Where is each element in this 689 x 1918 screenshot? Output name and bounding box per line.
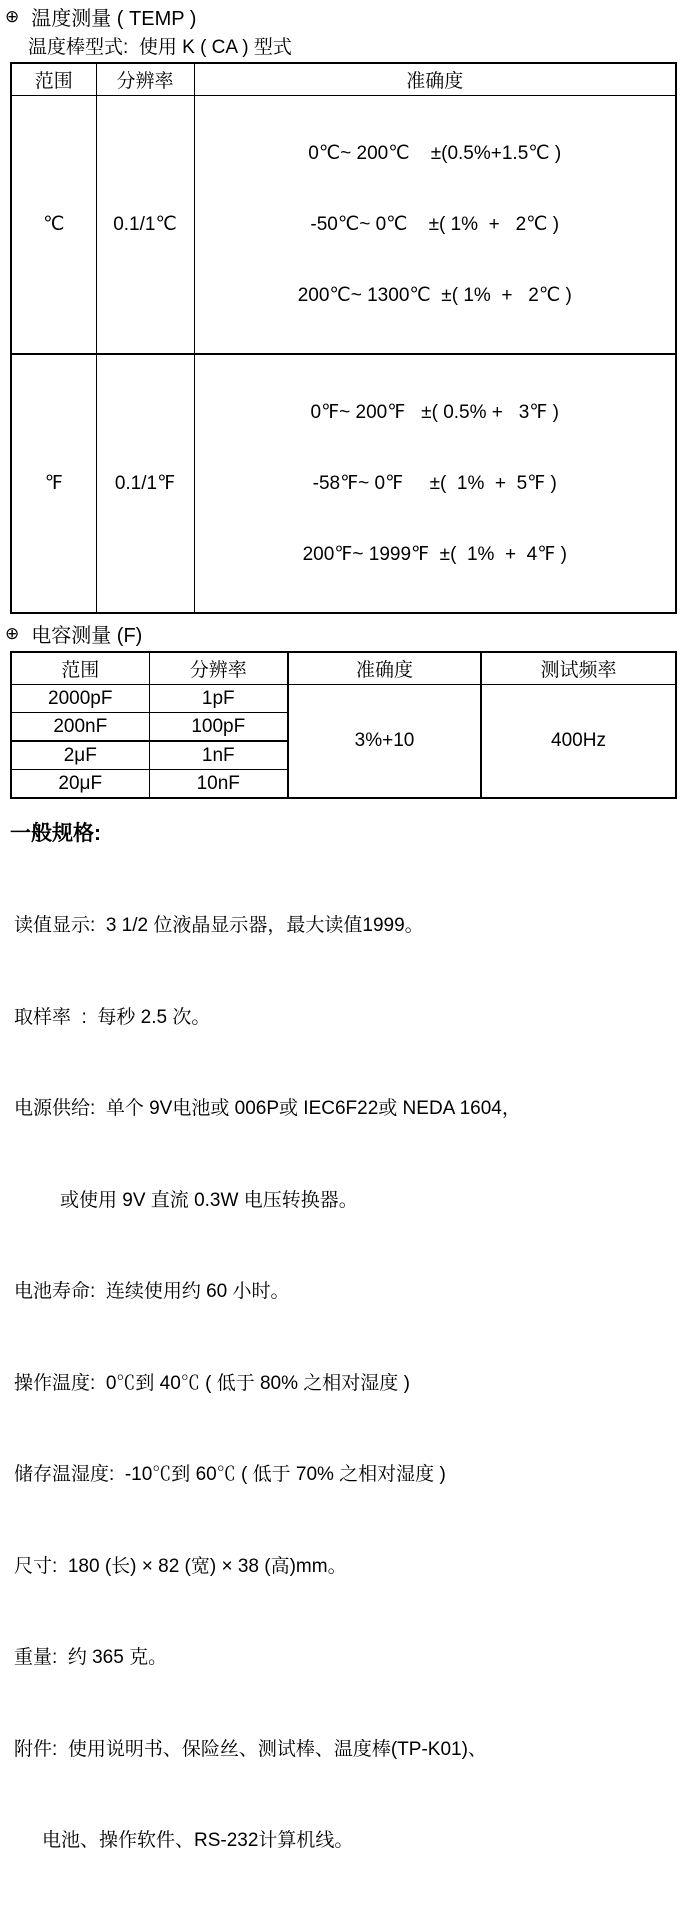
accuracy-line: -58℉~ 0℉ ±( 1% + 5℉ ) <box>312 473 557 494</box>
spec-line-accessories-cont: 电池、操作软件、RS-232计算机线。 <box>42 1830 354 1851</box>
table-row-fahrenheit <box>11 354 676 613</box>
accuracy-line: 200℃~ 1300℃ ±( 1% + 2℃ ) <box>297 285 572 306</box>
table-header-row <box>11 63 676 96</box>
circled-plus-icon: ⊕ <box>5 6 20 26</box>
cell-resolution: 0.1/1℃ <box>96 96 194 355</box>
cell-range: ℉ <box>11 354 96 613</box>
spec-line-storage-temp: 储存温湿度: -10℃到 60℃ ( 低于 70% 之相对湿度 ) <box>14 1464 446 1485</box>
cell-accuracy <box>194 354 676 613</box>
cell-range: 20μF <box>11 770 149 799</box>
header-resolution: 分辨率 <box>149 652 288 685</box>
spec-line-operating-temp: 操作温度: 0℃到 40℃ ( 低于 80% 之相对湿度 ) <box>14 1372 410 1394</box>
cell-range: 200nF <box>11 713 149 742</box>
header-range: 范围 <box>11 63 96 96</box>
header-range: 范围 <box>11 652 149 685</box>
spec-line-display: 读值显示: 3 1/2 位液晶显示器，最大读值1999。 <box>14 915 424 936</box>
temp-section-heading <box>0 4 689 28</box>
cell-accuracy <box>194 96 676 355</box>
table-row <box>11 685 676 713</box>
cell-range: 2μF <box>11 741 149 770</box>
spec-line-accessories: 附件: 使用说明书、保险丝、测试棒、温度棒(TP-K01)、 <box>14 1738 487 1760</box>
cell-range: ℃ <box>11 96 96 355</box>
spec-line-sample-rate: 取样率 : 每秒 2.5 次。 <box>14 1006 211 1028</box>
spec-line-weight: 重量: 约 365 克。 <box>14 1647 168 1668</box>
cell-test-frequency: 400Hz <box>481 685 676 799</box>
capacitance-spec-table <box>10 651 677 799</box>
accuracy-line: 200℉~ 1999℉ ±( 1% + 4℉ ) <box>302 544 567 565</box>
cell-resolution: 1pF <box>149 685 288 713</box>
accuracy-line: 0℉~ 200℉ ±( 0.5% + 3℉ ) <box>310 402 559 423</box>
cell-accuracy: 3%+10 <box>288 685 481 799</box>
general-specs-list <box>14 850 689 1918</box>
temp-probe-type-line: 温度棒型式: 使用 K ( CA ) 型式 <box>28 37 292 58</box>
cell-range: 2000pF <box>11 685 149 713</box>
spec-line-dimensions: 尺寸: 180 (长) × 82 (宽) × 38 (高)mm。 <box>14 1555 347 1577</box>
temperature-spec-table <box>10 62 677 614</box>
header-resolution: 分辨率 <box>96 63 194 96</box>
accuracy-line: -50℃~ 0℃ ±( 1% + 2℃ ) <box>310 214 560 235</box>
spec-line-power-supply: 电源供给: 单个 9V电池或 006P或 IEC6F22或 NEDA 1604， <box>14 1098 521 1119</box>
cell-resolution: 10nF <box>149 770 288 799</box>
cell-resolution: 100pF <box>149 713 288 742</box>
header-test-frequency: 测试频率 <box>481 652 676 685</box>
cap-section-title: 电容测量 (F) <box>31 624 143 647</box>
accuracy-line: 0℃~ 200℃ ±(0.5%+1.5℃ ) <box>308 143 562 164</box>
spec-line-battery-life: 电池寿命: 连续使用约 60 小时。 <box>14 1281 290 1302</box>
header-accuracy: 准确度 <box>288 652 481 685</box>
cap-section-heading <box>0 621 689 645</box>
table-row-celsius <box>11 96 676 355</box>
header-accuracy: 准确度 <box>194 63 676 96</box>
cell-resolution: 1nF <box>149 741 288 770</box>
temp-section-title: 温度测量 ( TEMP ) <box>31 7 197 30</box>
spec-line-power-supply-cont: 或使用 9V 直流 0.3W 电压转换器。 <box>60 1189 358 1211</box>
cell-resolution: 0.1/1℉ <box>96 354 194 613</box>
table-header-row <box>11 652 676 685</box>
general-specs-title: 一般规格: <box>10 822 101 845</box>
circled-plus-icon: ⊕ <box>5 623 20 643</box>
